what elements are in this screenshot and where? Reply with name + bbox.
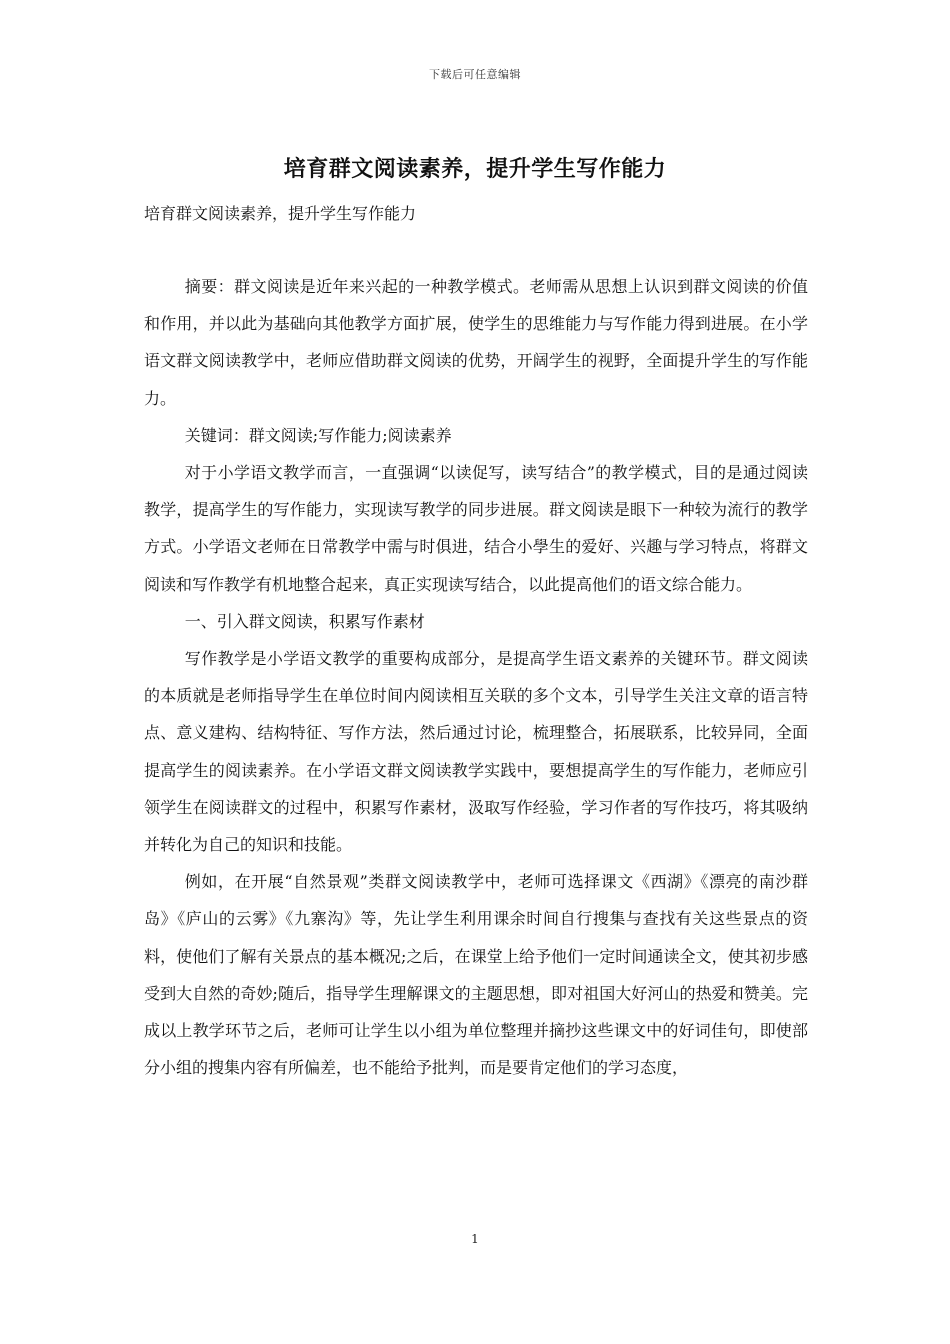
page-subtitle: 培育群文阅读素养，提升学生写作能力 [144, 204, 417, 223]
example-paragraph: 例如，在开展“自然景观”类群文阅读教学中，老师可选择课文《西湖》《漂亮的南沙群岛》《庐山的云雾》《九寨沟》等，先让学生利用课余时间自行搜集与查找有关这些景点的资料，使他们了解有关景点的基本概况;之后，在课堂上给予他们一定时间通读全文，使其初步感受到大自然的奇妙;随后，指导学生理解课文的主题思想，即对祖国大好河山的热爱和赞美。完成以上教学环节之后，老师可让学生以小组为单位整理并摘抄这些课文中的好词佳句，即使部分小组的搜集内容有所偏差，也不能给予批判，而是要肯定他们的学习态度， [144, 872, 808, 1078]
page-title: 培育群文阅读素养，提升学生写作能力 [283, 156, 667, 182]
body-text [144, 268, 808, 1086]
abstract-paragraph: 摘要：群文阅读是近年来兴起的一种教学模式。老师需从思想上认识到群文阅读的价值和作用，并以此为基础向其他教学方面扩展，使学生的思维能力与写作能力得到进展。在小学语文群文阅读教学中，老师应借助群文阅读的优势，开阔学生的视野，全面提升学生的写作能力。 [144, 277, 808, 408]
intro-paragraph: 对于小学语文教学而言，一直强调“以读促写，读写结合”的教学模式，目的是通过阅读教学，提高学生的写作能力，实现读写教学的同步进展。群文阅读是眼下一种较为流行的教学方式。小学语文老师在日常教学中需与时俱进，结合小學生的爱好、兴趣与学习特点，将群文阅读和写作教学有机地整合起来，真正实现读写结合，以此提高他们的语文综合能力。 [144, 463, 808, 594]
section-heading: 一、引入群文阅读，积累写作素材 [184, 611, 425, 631]
body-paragraph: 写作教学是小学语文教学的重要构成部分，是提高学生语文素养的关键环节。群文阅读的本质就是老师指导学生在单位时间内阅读相互关联的多个文本，引导学生关注文章的语言特点、意义建构、结构特征、写作方法，然后通过讨论，梳理整合，拓展联系，比较异同，全面提高学生的阅读素养。在小学语文群文阅读教学实践中，要想提高学生的写作能力，老师应引领学生在阅读群文的过程中，积累写作素材，汲取写作经验，学习作者的写作技巧，将其吸纳并转化为自己的知识和技能。 [144, 649, 808, 855]
page-number: 1 [471, 1232, 479, 1246]
header-note: 下载后可任意编辑 [429, 68, 521, 81]
keywords-paragraph: 关键词：群文阅读;写作能力;阅读素养 [184, 425, 452, 445]
